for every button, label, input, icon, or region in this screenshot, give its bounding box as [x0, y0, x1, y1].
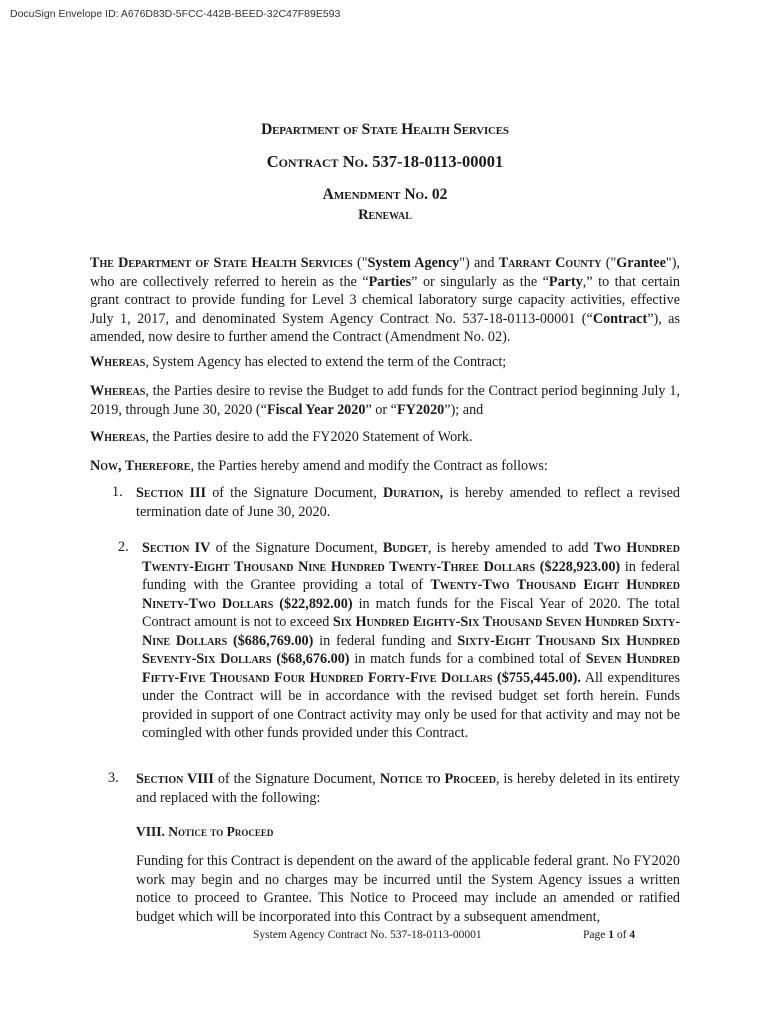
section-ref: Section III	[136, 485, 207, 501]
whereas-text: , System Agency has elected to extend the term of the Contract;	[145, 354, 507, 370]
whereas-label: Whereas	[90, 354, 146, 370]
amendment-item-3	[136, 770, 680, 807]
item-text: is hereby amended to reflect a revised termination date of June 30, 2020.	[136, 485, 680, 520]
intro-text: "), who are collectively referred to herein as the “	[90, 255, 680, 290]
intro-paragraph	[90, 254, 680, 347]
footer-page-number	[583, 929, 635, 941]
amount-federal-fy2020: Two Hundred Twenty-Eight Thousand Nine Hundred Twenty-Three Dollars ($228,923.00)	[142, 540, 681, 575]
renewal-heading: Renewal	[358, 207, 412, 223]
section-ref: Section VIII	[136, 771, 214, 787]
page-of: of	[613, 929, 630, 941]
now-therefore-paragraph	[90, 457, 680, 476]
whereas-term: Fiscal Year 2020	[266, 401, 366, 418]
intro-text: ("	[352, 255, 368, 271]
intro-text: ,” to that certain grant contract to provide funding for Level 3 chemical laboratory surge capacity activities, effective July 1, 2017, and denominated System Agency Contract No. 537-18-0113-00001 (“	[90, 273, 680, 327]
list-number: 3.	[108, 770, 119, 786]
contract-label: Contract No.	[266, 152, 369, 171]
amendment-label: Amendment No.	[322, 186, 428, 203]
amendment-item-1	[136, 484, 680, 521]
contract-number: 537-18-0113-00001	[372, 152, 504, 171]
item-text: of the Signature Document,	[210, 540, 383, 556]
amendment-heading	[0, 186, 770, 204]
amendment-number: 02	[431, 186, 448, 203]
whereas-text: ” or “	[365, 401, 397, 418]
section-ref: Section IV	[142, 540, 211, 556]
intro-term: Contract	[592, 310, 648, 327]
footer-contract-ref: System Agency Contract No. 537-18-0113-00001	[253, 929, 482, 941]
item-text: in match funds for the Fiscal Year of 2020. The total Contract amount is not to exceed	[142, 595, 680, 630]
intro-term: System Agency	[367, 255, 460, 271]
intro-agency-name: The Department of State Health Services	[90, 255, 353, 271]
amendment-item-2	[142, 539, 680, 743]
page-current: 1	[608, 929, 614, 941]
section-title: Duration,	[382, 485, 444, 501]
item-text: All expenditures under the Contract will be in accordance with the revised budget set forth herein. Funds provided in support of one Contract activity may only be used for that activity and may not be comingled with other funds provided under this Contract.	[142, 669, 680, 741]
whereas-text: ”); and	[444, 401, 484, 418]
intro-term: Grantee	[616, 255, 666, 271]
amount-match-total: Sixty-Eight Thousand Six Hundred Seventy-Six Dollars ($68,676.00)	[142, 632, 680, 667]
amount-federal-total: Six Hundred Eighty-Six Thousand Seven Hundred Sixty-Nine Dollars ($686,769.00)	[142, 614, 680, 649]
whereas-paragraph-3	[90, 428, 680, 447]
whereas-text: , the Parties desire to revise the Budget to add funds for the Contract period beginning July 1, 2019, through June 30, 2020 (“	[90, 383, 680, 418]
whereas-text: , the Parties desire to add the FY2020 Statement of Work.	[145, 429, 473, 445]
intro-text: ("	[601, 255, 617, 271]
intro-term: Parties	[368, 273, 412, 290]
whereas-term: FY2020	[396, 401, 445, 418]
intro-text: ”), as amended, now desire to further amend the Contract (Amendment No. 02).	[90, 310, 680, 345]
subsection-paragraph: Funding for this Contract is dependent on the award of the applicable federal grant. No FY2020 work may begin and no charges may be incurred until the System Agency issues a written notice to proceed to Grantee. This Notice to Proceed may include an amended or ratified budget which will be incorporated into this Contract by a subsequent amendment,	[136, 853, 680, 925]
item-text: in match funds for a combined total of	[349, 651, 586, 667]
whereas-paragraph-2	[90, 382, 680, 419]
intro-term: Party	[548, 273, 583, 290]
section-title: Notice to Proceed	[379, 771, 496, 787]
page-label: Page	[583, 929, 609, 941]
whereas-label: Whereas	[90, 383, 146, 399]
department-heading: Department of State Health Services	[261, 121, 509, 138]
item-text: of the Signature Document,	[206, 485, 383, 501]
contract-number-heading	[0, 152, 770, 172]
subsection-heading: VIII. Notice to Proceed	[136, 824, 274, 839]
item-text: , is hereby amended to add	[427, 540, 594, 556]
now-therefore-text: , the Parties hereby amend and modify the Contract as follows:	[190, 458, 548, 474]
whereas-paragraph-1	[90, 353, 680, 372]
whereas-label: Whereas	[90, 429, 146, 445]
list-number: 2.	[118, 539, 129, 555]
list-number: 1.	[112, 484, 123, 500]
page-total: 4	[629, 929, 636, 941]
item-text: in federal funding with the Grantee providing a total of	[142, 558, 680, 593]
item-text: of the Signature Document,	[213, 771, 380, 787]
amount-match-fy2020: Twenty-Two Thousand Eight Hundred Ninety-Two Dollars ($22,892.00)	[142, 577, 681, 612]
intro-text: ") and	[459, 255, 499, 271]
item-text: , is hereby deleted in its entirety and replaced with the following:	[136, 771, 680, 806]
docusign-envelope-id: DocuSign Envelope ID: A676D83D-5FCC-442B-BEED-32C47F89E593	[10, 8, 341, 20]
amount-combined-total: Seven Hundred Fifty-Five Thousand Four Hundred Forty-Five Dollars ($755,445.00).	[142, 651, 680, 686]
intro-grantee-name: Tarrant County	[498, 255, 602, 271]
now-therefore-label: Now, Therefore	[90, 458, 191, 474]
intro-text: ” or singularly as the “	[411, 273, 549, 290]
section-title: Budget	[382, 540, 428, 556]
item-text: in federal funding and	[313, 632, 458, 649]
